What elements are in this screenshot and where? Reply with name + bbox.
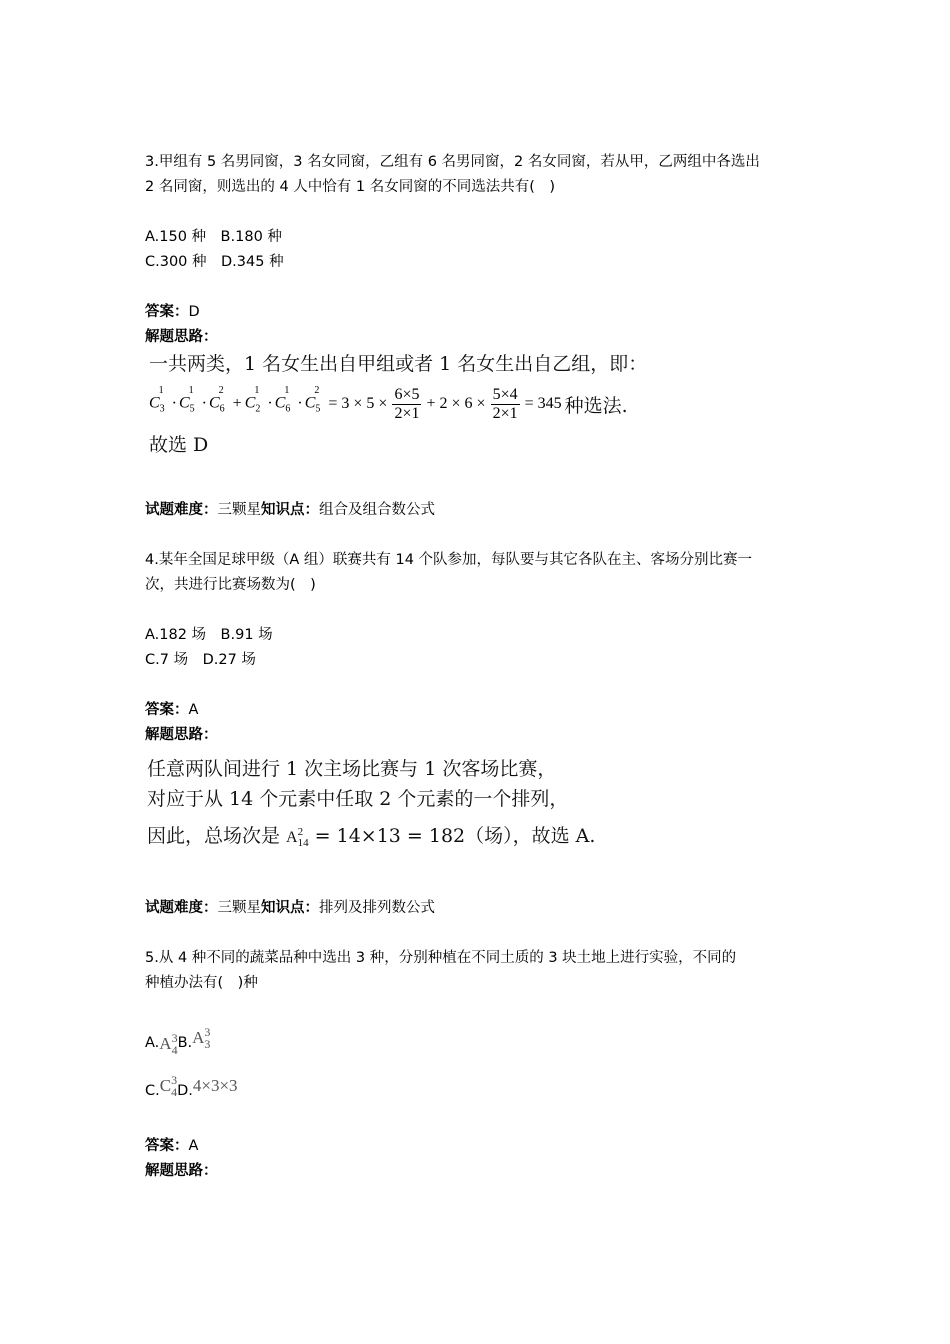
q5-option-c-math: C 3 4 xyxy=(159,1072,178,1099)
q5-option-d-label: D. xyxy=(177,1083,193,1099)
q3-stem-line1: 3.甲组有 5 名男同窗，3 名女同窗，乙组有 6 名男同窗，2 名女同窗，若从甲，乙两组中各选出 xyxy=(145,154,760,170)
q3-formula: $C_3^1$ · $C_5^1$ · $C_6^2$ + $C_2^1$ · $C_6^1$ · $C_5^2$ = 3 × 5 × $\frac{6\times 5}{2\times 1}$ + 2 × 6 × $\frac{5\times 4}{2\times 1}$ = 345 种选法. xyxy=(149,385,628,422)
q5-options-row2 xyxy=(145,1062,815,1104)
q3-formula-tail: 种选法. xyxy=(564,394,628,417)
q4-options-row2: C.7 场 D.27 场 xyxy=(145,652,256,668)
q5-options-row1 xyxy=(145,1014,815,1056)
answer-value: D xyxy=(188,304,200,320)
knowledge-point-value: 排列及排列数公式 xyxy=(319,900,435,916)
q5-option-c-label: C. xyxy=(145,1083,160,1099)
answer-label: 答案： xyxy=(145,702,189,718)
q5-option-b-label: B. xyxy=(177,1035,193,1051)
q4-options-row1: A.182 场 B.91 场 xyxy=(145,627,273,643)
q4-solution-line3 xyxy=(147,818,815,856)
difficulty-label: 试题难度： xyxy=(145,502,218,518)
answer-value: A xyxy=(188,702,199,718)
q5-option-a-label: A. xyxy=(145,1035,160,1051)
q4-arrangement-symbol: A 2 14 xyxy=(286,826,309,850)
q4-analysis-label: 解题思路： xyxy=(145,727,218,743)
q5-answer xyxy=(145,1134,815,1159)
q3-meta xyxy=(145,498,815,523)
q3-options-row1: A.150 种 B.180 种 xyxy=(145,229,282,245)
q4-stem-line2: 次，共进行比赛场数为( ) xyxy=(145,577,316,593)
difficulty-label: 试题难度： xyxy=(145,900,218,916)
q5-option-a-math: A 3 4 xyxy=(159,1030,178,1057)
q5-analysis-label: 解题思路： xyxy=(145,1163,218,1179)
difficulty-value: 三颗星 xyxy=(217,900,261,916)
answer-label: 答案： xyxy=(145,304,189,320)
q3-solution-line1: 一共两类，1 名女生出自甲组或者 1 名女生出自乙组，即： xyxy=(149,353,648,375)
q3-stem-line2: 2 名同窗，则选出的 4 人中恰有 1 名女同窗的不同选法共有( ) xyxy=(145,179,556,195)
q4-solution-line2: 对应于从 14 个元素中任取 2 个元素的一个排列， xyxy=(147,788,569,810)
q4-answer xyxy=(145,698,815,723)
q3-analysis-label: 解题思路： xyxy=(145,329,218,345)
q3-answer xyxy=(145,300,815,325)
difficulty-value: 三颗星 xyxy=(217,502,261,518)
q5-option-b-math: A 3 3 xyxy=(192,1024,211,1051)
q3-solution-image xyxy=(145,350,815,460)
q4-solution-line3-end: = 14×13 = 182（场），故选 A. xyxy=(308,825,596,847)
q5-option-d-math: 4×3×3 xyxy=(192,1076,238,1095)
knowledge-point-label: 知识点： xyxy=(261,900,319,916)
q4-solution-line1: 任意两队间进行 1 次主场比赛与 1 次客场比赛， xyxy=(147,758,557,780)
document-page xyxy=(145,150,815,1184)
q3-solution-line3: 故选 D xyxy=(149,434,209,456)
knowledge-point-value: 组合及组合数公式 xyxy=(319,502,435,518)
answer-label: 答案： xyxy=(145,1138,189,1154)
q3-options-row2: C.300 种 D.345 种 xyxy=(145,254,284,270)
q4-meta xyxy=(145,896,815,921)
q4-stem-line1: 4.某年全国足球甲级（A 组）联赛共有 14 个队参加，每队要与其它各队在主、客场分别比赛一 xyxy=(145,552,753,568)
q5-stem-line1: 5.从 4 种不同的蔬菜品种中选出 3 种，分别种植在不同土质的 3 块土地上进行实验，不同的 xyxy=(145,950,737,966)
answer-value: A xyxy=(188,1138,199,1154)
knowledge-point-label: 知识点： xyxy=(261,502,319,518)
q4-solution-image xyxy=(145,754,815,856)
q5-stem-line2: 种植办法有( )种 xyxy=(145,975,258,991)
q4-solution-line3-start: 因此，总场次是 xyxy=(147,825,287,847)
